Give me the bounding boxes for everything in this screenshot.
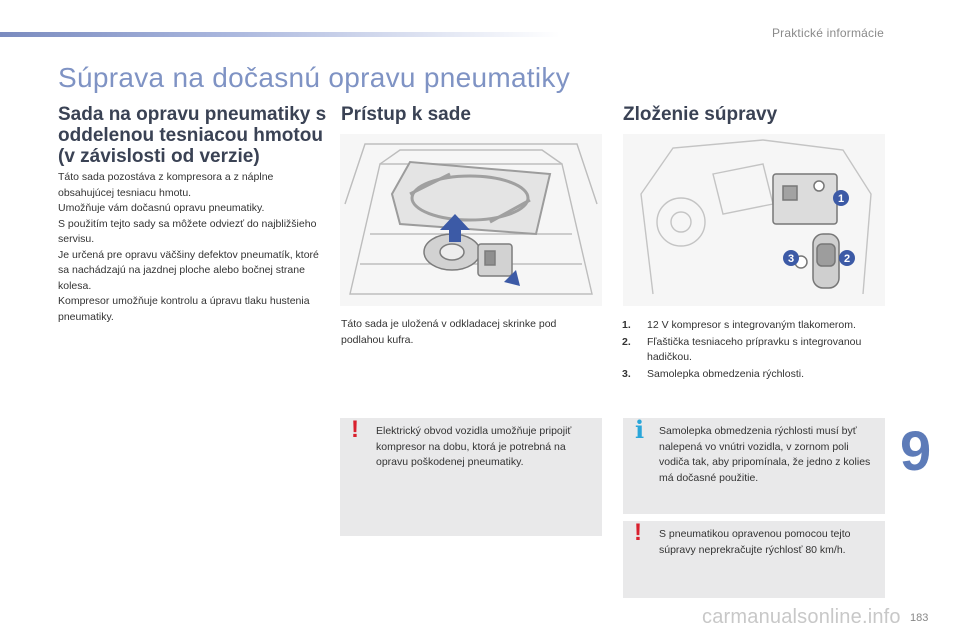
section-label: Praktické informácie <box>771 26 884 40</box>
list-item-text: Fľaštička tesniaceho prípravku s integrovanou hadičkou. <box>647 335 862 363</box>
list-item-number: 1. <box>622 319 631 331</box>
header-accent-bar <box>0 32 560 37</box>
kit-paragraph: S použitím tejto sady sa môžete odviezť do najbližšieho servisu. <box>58 217 317 245</box>
list-item <box>622 367 884 383</box>
composition-heading: Zloženie súpravy <box>623 104 778 125</box>
list-item <box>622 318 884 334</box>
warning-icon: ! <box>634 519 642 546</box>
trunk-illustration <box>340 134 602 306</box>
watermark: carmanualsonline.info <box>702 606 901 628</box>
warning-icon: ! <box>351 416 359 443</box>
kit-paragraph: Umožňuje vám dočasnú opravu pneumatiky. <box>58 202 265 214</box>
kit-paragraph: Je určená pre opravu väčšiny defektov pneumatík, ktoré sa nachádzajú na jazdnej ploche alebo bočnej strane kolesa. <box>58 248 319 292</box>
kit-description <box>58 170 323 325</box>
kit-paragraph: Kompresor umožňuje kontrolu a úpravu tlaku hustenia pneumatiky. <box>58 295 310 323</box>
warning-note-text: S pneumatikou opravenou pomocou tejto súpravy neprekračujte rýchlosť 80 km/h. <box>659 528 851 556</box>
list-item <box>622 335 884 366</box>
composition-list <box>622 318 884 383</box>
kit-drawing <box>623 134 885 306</box>
list-item-text: Samolepka obmedzenia rýchlosti. <box>647 367 804 380</box>
list-item-number: 2. <box>622 335 631 348</box>
info-note-text: Samolepka obmedzenia rýchlosti musí byť nalepená vo vnútri vozidla, v zornom poli vodiča tak, aby pripomínala, že jedno z kolies má dočasné použitie. <box>659 425 871 484</box>
kit-heading: Sada na opravu pneumatiky s oddelenou tesniacou hmotou (v závislosti od verzie) <box>58 104 327 167</box>
chapter-number: 9 <box>900 419 932 482</box>
page-title: Súprava na dočasnú opravu pneumatiky <box>58 62 571 93</box>
kit-paragraph: Táto sada pozostáva z kompresora a z náplne obsahujúcej tesniacu hmotu. <box>58 171 274 199</box>
badge-label-2: 2 <box>843 253 851 265</box>
kit-illustration <box>623 134 885 306</box>
warning-note-speed <box>623 521 885 598</box>
trunk-drawing <box>340 134 602 306</box>
warning-note-electric <box>340 418 602 536</box>
warning-note-text: Elektrický obvod vozidla umožňuje pripojiť kompresor na dobu, ktorá je potrebná na opravu poškodenej pneumatiky. <box>376 425 572 468</box>
info-icon: i <box>635 415 645 444</box>
badge-label-1: 1 <box>837 193 845 205</box>
list-item-text: 12 V kompresor s integrovaným tlakomerom. <box>647 319 856 331</box>
list-item-number: 3. <box>622 367 631 380</box>
info-note-sticker <box>623 415 885 514</box>
badge-label-3: 3 <box>787 253 795 265</box>
access-description: Táto sada je uložená v odkladacej skrinke pod podlahou kufra. <box>341 318 557 346</box>
access-heading: Prístup k sade <box>341 104 471 125</box>
page-number: 183 <box>910 612 929 624</box>
